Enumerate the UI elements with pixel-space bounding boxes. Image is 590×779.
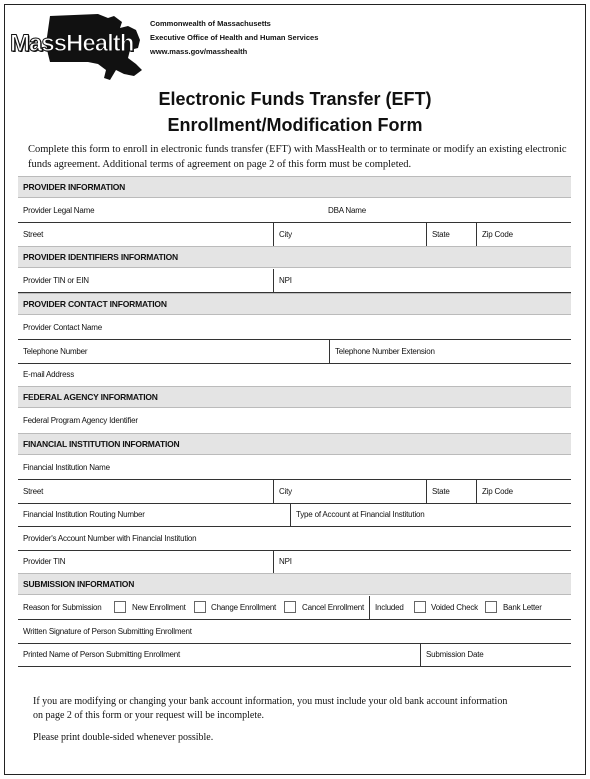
intro-text: [28, 142, 573, 172]
printed-name-field[interactable]: Printed Name of Person Submitting Enrollment: [23, 650, 181, 659]
bank-letter-checkbox[interactable]: [485, 601, 497, 613]
new-enrollment-checkbox[interactable]: [114, 601, 126, 613]
provider-contact-name-field[interactable]: Provider Contact Name: [23, 323, 102, 332]
intro-line-2: funds agreement. Additional terms of agreement on page 2 of this form must be completed.: [28, 159, 412, 170]
intro-line-1: Complete this form to enroll in electronic funds transfer (EFT) with MassHealth or to terminate or modify an existing electronic: [28, 144, 567, 155]
npi-field-2[interactable]: NPI: [273, 550, 571, 574]
included-label: Included: [369, 596, 404, 620]
row-federal-agency: [18, 409, 571, 433]
voided-check-checkbox[interactable]: [414, 601, 426, 613]
financial-institution-name-field[interactable]: Financial Institution Name: [23, 463, 110, 472]
routing-number-field[interactable]: Financial Institution Routing Number: [23, 510, 145, 519]
row-provider-identifiers: [18, 269, 571, 293]
section-financial-institution: FINANCIAL INSTITUTION INFORMATION: [18, 433, 571, 455]
agency-line-2: Executive Office of Health and Human Services: [150, 33, 319, 42]
change-enrollment-checkbox[interactable]: [194, 601, 206, 613]
row-provider-name: [18, 199, 571, 223]
account-number-field[interactable]: Provider's Account Number with Financial Institution: [23, 534, 197, 543]
form-title-line-1: Electronic Funds Transfer (EFT): [158, 89, 432, 109]
row-provider-address: [18, 223, 571, 247]
section-federal-agency: FEDERAL AGENCY INFORMATION: [18, 386, 571, 408]
row-provider-tin: [18, 550, 571, 574]
footer-print-note: Please print double-sided whenever possible.: [33, 732, 214, 743]
cancel-enrollment-checkbox[interactable]: [284, 601, 296, 613]
row-fi-address: [18, 480, 571, 504]
form-title-line-2: Enrollment/Modification Form: [167, 115, 423, 135]
city-field[interactable]: City: [273, 223, 426, 247]
masshealth-logo: [10, 14, 144, 82]
footer-note-line-1: If you are modifying or changing your bank account information, you must include your old bank account information: [33, 696, 508, 707]
agency-line-3: www.mass.gov/masshealth: [150, 47, 248, 56]
section-provider-information: PROVIDER INFORMATION: [18, 176, 571, 198]
reason-label: Reason for Submission: [23, 603, 102, 612]
zip-code-field[interactable]: Zip Code: [476, 223, 571, 247]
npi-field[interactable]: NPI: [273, 269, 571, 293]
account-type-field[interactable]: Type of Account at Financial Institution: [290, 503, 571, 527]
fi-zip-code-field[interactable]: Zip Code: [476, 480, 571, 504]
bank-letter-label: Bank Letter: [503, 603, 542, 612]
change-enrollment-label: Change Enrollment: [211, 603, 277, 612]
footer-note-line-2: on page 2 of this form or your request will be incomplete.: [33, 710, 265, 721]
telephone-extension-field[interactable]: Telephone Number Extension: [329, 340, 571, 364]
section-provider-contact: PROVIDER CONTACT INFORMATION: [18, 293, 571, 315]
fi-city-field[interactable]: City: [273, 480, 426, 504]
telephone-number-field[interactable]: Telephone Number: [23, 347, 88, 356]
row-contact-name: [18, 316, 571, 340]
provider-tin-field[interactable]: Provider TIN: [23, 557, 66, 566]
row-fi-name: [18, 456, 571, 480]
provider-tin-ein-field[interactable]: Provider TIN or EIN: [23, 276, 89, 285]
email-address-field[interactable]: E-mail Address: [23, 370, 74, 379]
federal-agency-identifier-field[interactable]: Federal Program Agency Identifier: [23, 416, 138, 425]
new-enrollment-label: New Enrollment: [132, 603, 186, 612]
fi-street-field[interactable]: Street: [23, 487, 44, 496]
row-telephone: [18, 340, 571, 364]
logo-text: MassHealth: [10, 30, 134, 57]
row-reason: [18, 596, 571, 620]
fi-state-field[interactable]: State: [426, 480, 476, 504]
section-submission: SUBMISSION INFORMATION: [18, 573, 571, 595]
dba-name-field[interactable]: DBA Name: [328, 206, 366, 215]
row-routing: [18, 503, 571, 527]
agency-line-1: Commonwealth of Massachusetts: [150, 19, 271, 28]
street-field[interactable]: Street: [23, 230, 44, 239]
agency-info: [150, 17, 318, 59]
state-field[interactable]: State: [426, 223, 476, 247]
cancel-enrollment-label: Cancel Enrollment: [302, 603, 364, 612]
row-printed-name: [18, 643, 571, 667]
row-email: [18, 363, 571, 387]
submission-date-field[interactable]: Submission Date: [420, 643, 571, 667]
voided-check-label: Voided Check: [431, 603, 478, 612]
row-account-number: [18, 527, 571, 551]
provider-legal-name-field[interactable]: Provider Legal Name: [23, 206, 95, 215]
signature-field[interactable]: Written Signature of Person Submitting Enrollment: [23, 627, 192, 636]
row-signature: [18, 620, 571, 644]
section-provider-identifiers: PROVIDER IDENTIFIERS INFORMATION: [18, 246, 571, 268]
